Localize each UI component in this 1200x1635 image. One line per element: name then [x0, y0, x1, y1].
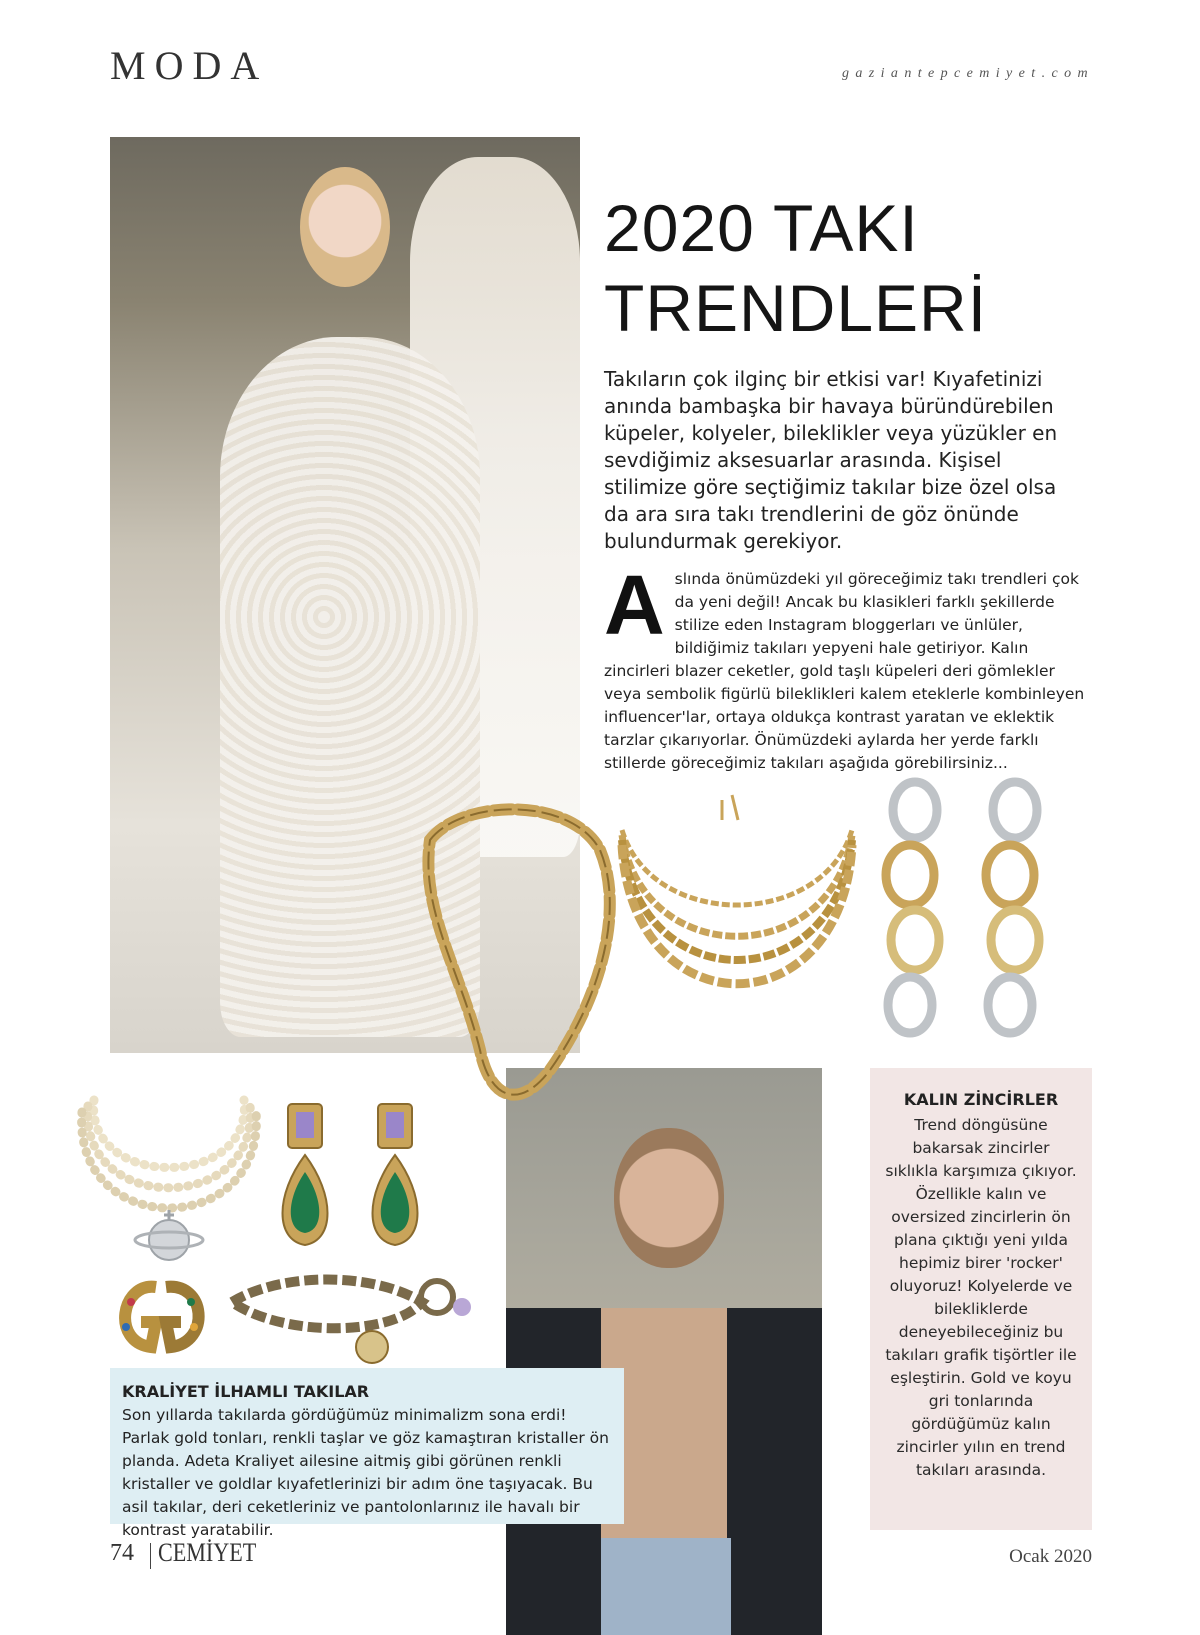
jeans	[601, 1538, 731, 1635]
pearl-choker-necklace	[74, 1070, 264, 1270]
magazine-name: CEMİYET	[158, 1538, 257, 1567]
chain-link-earrings	[870, 780, 1070, 1060]
site-url: gaziantepcemiyet.com	[841, 66, 1094, 81]
footer-divider	[150, 1543, 151, 1569]
title-line-2: TRENDLERİ	[604, 271, 988, 345]
thick-chains-text: Trend döngüsüne bakarsak zincirler sıklıkla karşımıza çıkıyor. Özellikle kalın ve oversized zincirlerin ön plana çıktığı yeni yılda hepimiz birer 'rocker' oluyoruz! Kolyelerde ve bilekliklerde deneyebileceğiniz bu takıları grafik tişörtler ile eşleştirin. Gold ve koyu gri tonlarında gördüğümüz kalın zincirler yılın en trend takıları arasında.	[885, 1116, 1077, 1479]
gold-chain-necklace	[400, 800, 630, 1120]
charm-bracelet	[222, 1262, 482, 1372]
layered-gold-necklaces	[612, 790, 862, 1030]
gg-jeweled-brooch	[106, 1272, 216, 1362]
page-number: 74	[110, 1540, 134, 1566]
lead-paragraph: Takıların çok ilginç bir etkisi var! Kıyafetinizi anında bambaşka bir havaya büründürebilen küpeler, kolyeler, bileklikler veya yüzükler en sevdiğimiz aksesuarlar arasında. Kişisel stilimize göre seçtiğimiz takılar bize özel olsa da ara sıra takı trendlerini de göz önünde bulundurmak gerekiyor.	[604, 367, 1058, 553]
drop-cap: A	[604, 558, 665, 652]
emerald-drop-earrings	[270, 1100, 440, 1270]
title-line-1: 2020 TAKI	[604, 191, 919, 265]
model-head	[300, 167, 390, 287]
royal-jewellery-heading: KRALİYET İLHAMLI TAKILAR	[122, 1382, 370, 1401]
thick-chains-heading: KALIN ZİNCİRLER	[903, 1090, 1059, 1109]
model-face	[614, 1128, 724, 1268]
body-paragraph	[604, 558, 1092, 775]
issue-date: Ocak 2020	[1009, 1546, 1092, 1567]
street-style-photo	[506, 1068, 822, 1635]
royal-jewellery-text: Son yıllarda takılarda gördüğümüz minimalizm sona erdi! Parlak gold tonları, renkli taşlar ve göz kamaştıran kristaller ön planda. Adeta Kraliyet ailesine aitmiş gibi görünen renkli kristaller ve goldlar kıyafetlerinizi bir adım öne taşıyacak. Bu asil takılar, deri ceketleriniz ve pantolonlarınız ile havalı bir kontrast yaratabilir.	[122, 1406, 609, 1539]
body-text: slında önümüzdeki yıl göreceğimiz takı trendleri çok da yeni değil! Ancak bu klasikleri farklı şekillerde stilize eden Instagram bloggerları ve ünlüler, bildiğimiz takıları yepyeni hale getiriyor. Kalın zincirleri blazer ceketler, gold taşlı küpeleri deri gömlekler veya sembolik figürlü bileklikleri kalem eteklerle kombinleyen influencer'lar, ortaya oldukça kontrast yaratan ve eklektik tarzlar çıkarıyorlar. Önümüzdeki aylarda her yerde farklı stillerde göreceğimiz takıları aşağıda görebilirsiniz...	[604, 570, 1085, 772]
section-label: MODA	[110, 43, 269, 88]
article-title	[604, 188, 1024, 348]
